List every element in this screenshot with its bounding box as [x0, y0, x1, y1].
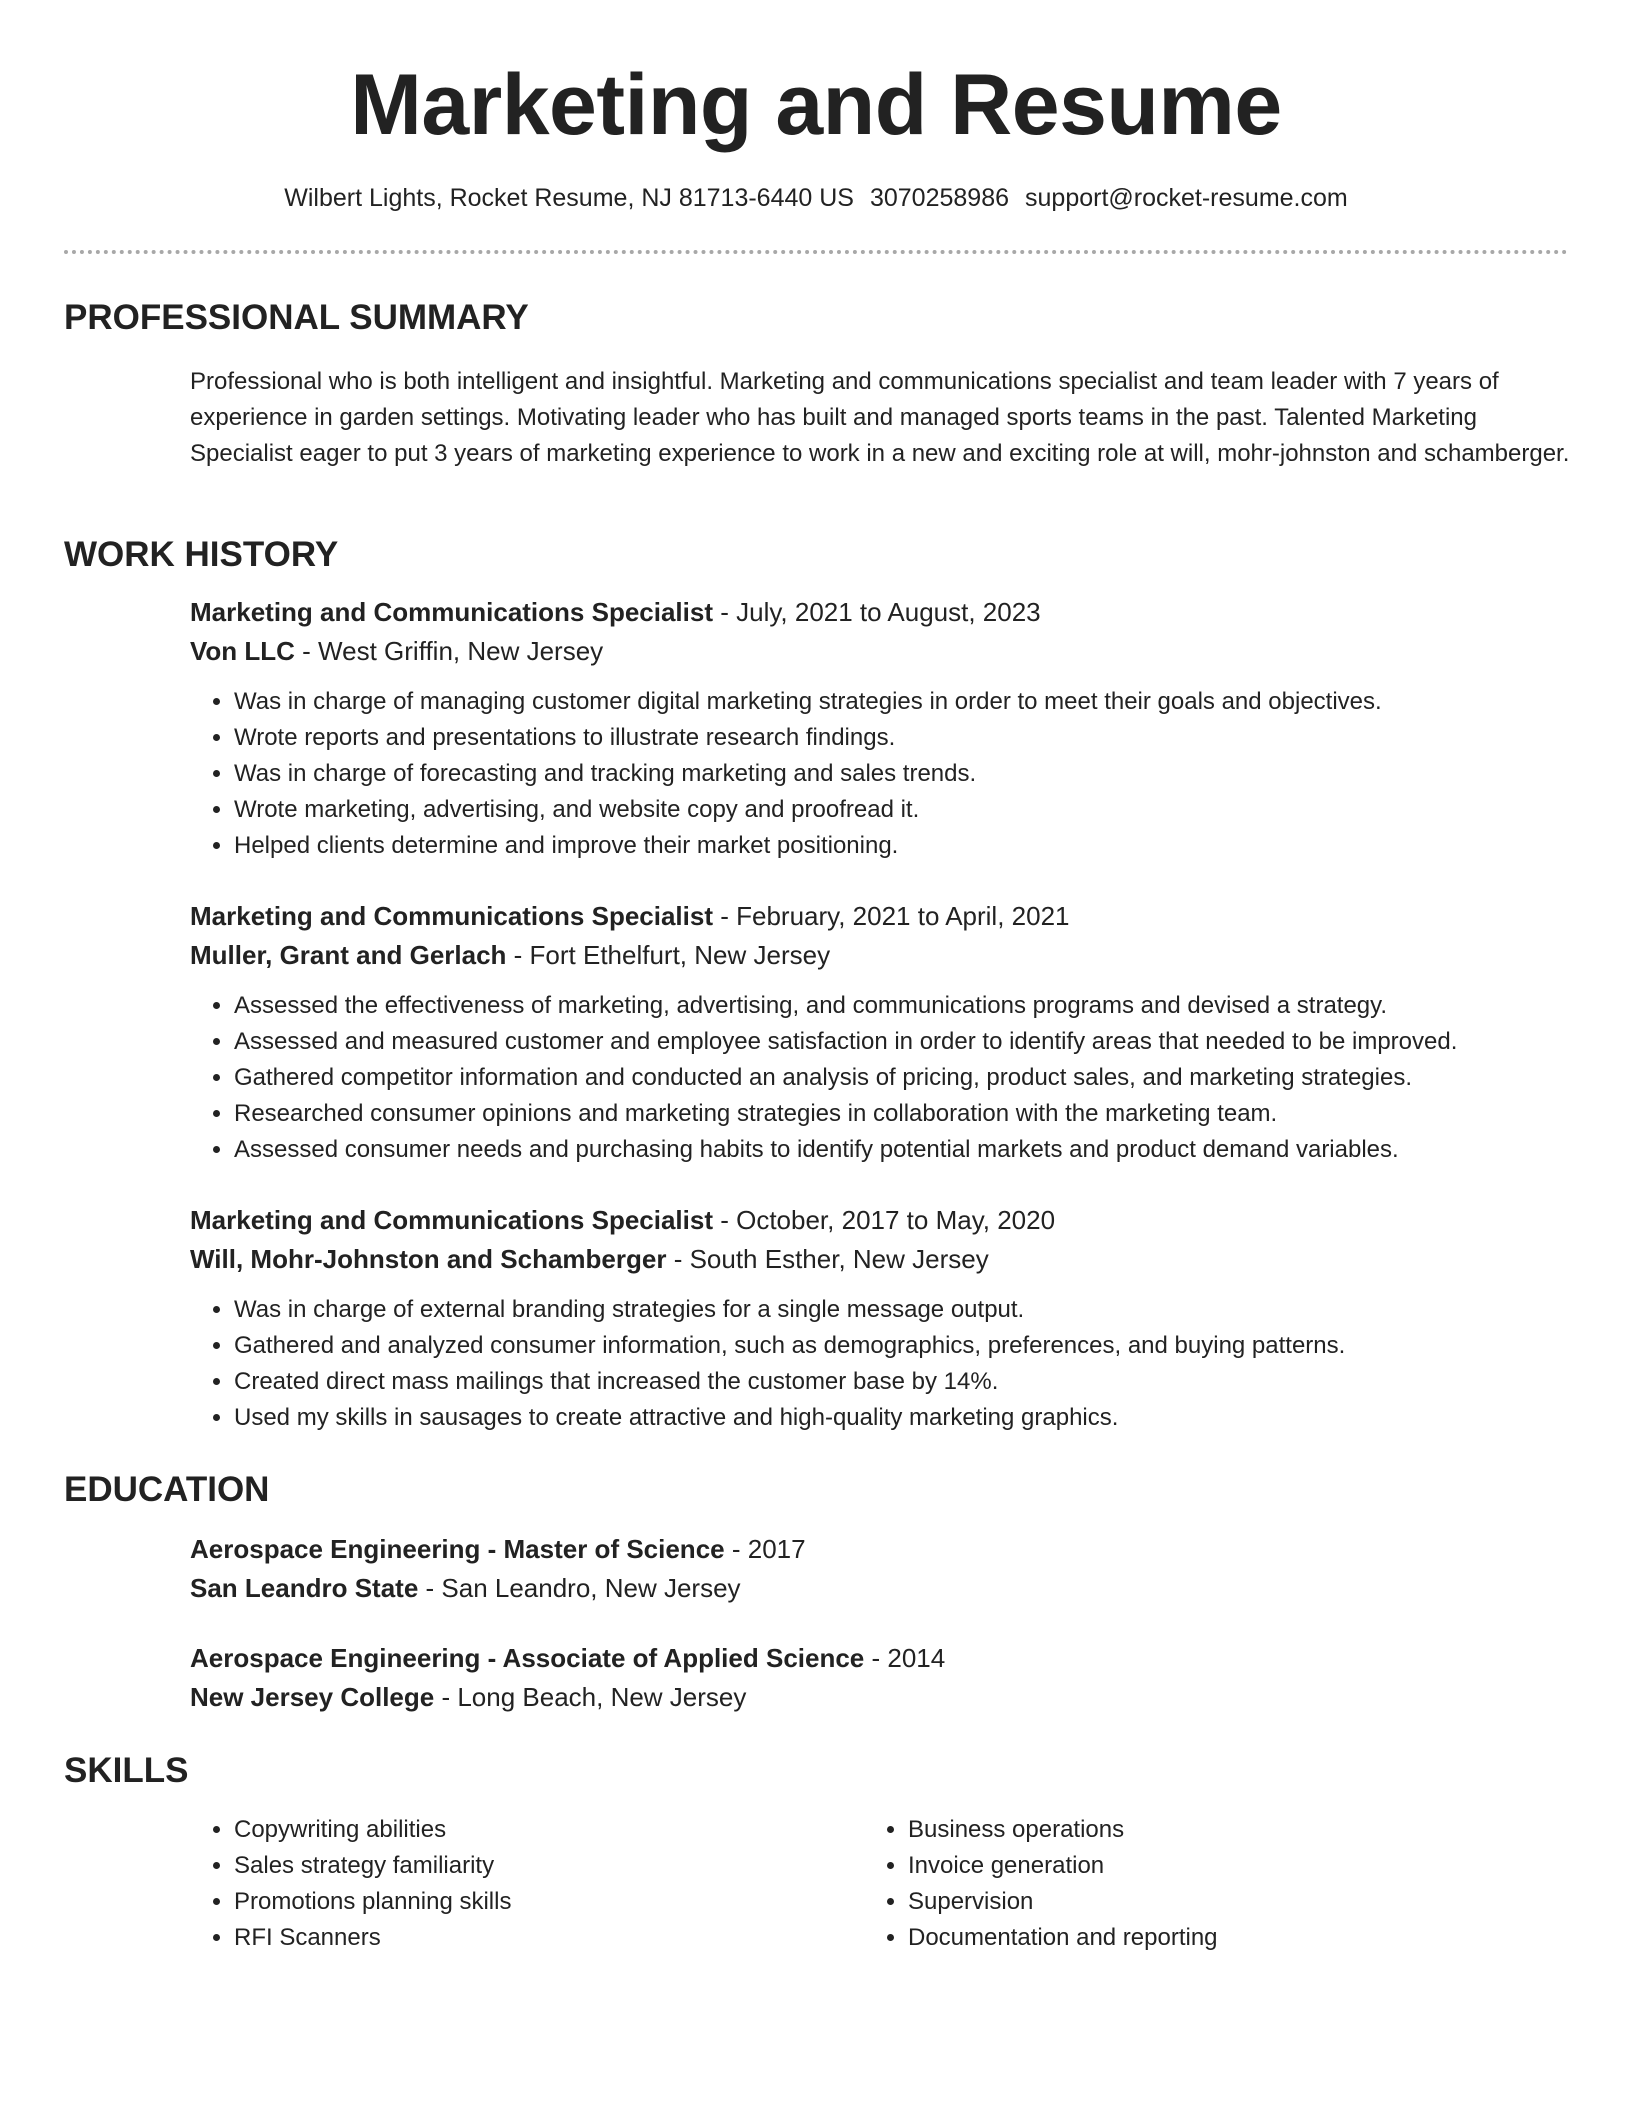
list-item: • Business operations — [908, 1812, 1504, 1848]
job-location: - Fort Ethelfurt, New Jersey — [506, 940, 831, 970]
job-dates: - February, 2021 to April, 2021 — [713, 901, 1070, 931]
contact-phone: 3070258986 — [869, 184, 1010, 212]
list-item: • Was in charge of external branding strategies for a single message output. — [234, 1292, 1580, 1328]
job-entry — [190, 897, 1580, 1168]
degree-line — [190, 1639, 1580, 1678]
job-company-line — [190, 936, 1580, 975]
work-history-heading: WORK HISTORY — [64, 535, 339, 574]
job-company: Will, Mohr-Johnston and Schamberger — [190, 1244, 667, 1274]
list-item: • Invoice generation — [908, 1848, 1504, 1884]
contact-email: support@rocket-resume.com — [1025, 184, 1348, 212]
job-title-line — [190, 897, 1580, 936]
list-item: • Promotions planning skills — [234, 1884, 830, 1920]
job-title-line — [190, 593, 1580, 632]
summary-heading: PROFESSIONAL SUMMARY — [64, 298, 529, 337]
job-bullets — [190, 988, 1580, 1168]
degree-year: - 2014 — [864, 1643, 946, 1673]
job-location: - West Griffin, New Jersey — [294, 636, 604, 666]
job-dates: - July, 2021 to August, 2023 — [713, 597, 1041, 627]
job-bullets — [190, 1292, 1580, 1436]
list-item: • Supervision — [908, 1884, 1504, 1920]
list-item: • Gathered and analyzed consumer information, such as demographics, preferences, and buying patterns. — [234, 1328, 1580, 1364]
degree-year: - 2017 — [724, 1534, 806, 1564]
job-entry — [190, 1201, 1580, 1436]
job-entry — [190, 593, 1580, 864]
job-dates: - October, 2017 to May, 2020 — [713, 1205, 1056, 1235]
list-item: • Was in charge of managing customer digital marketing strategies in order to meet their goals and objectives. — [234, 684, 1580, 720]
school-location: - San Leandro, New Jersey — [418, 1573, 741, 1603]
job-company: Muller, Grant and Gerlach — [190, 940, 507, 970]
list-item: • Used my skills in sausages to create attractive and high-quality marketing graphics. — [234, 1400, 1580, 1436]
list-item: • Was in charge of forecasting and tracking marketing and sales trends. — [234, 756, 1580, 792]
skills-list-right — [864, 1812, 1504, 1956]
job-company-line — [190, 632, 1580, 671]
list-item: • Created direct mass mailings that increased the customer base by 14%. — [234, 1364, 1580, 1400]
list-item: • Assessed the effectiveness of marketing, advertising, and communications programs and devised a strategy. — [234, 988, 1580, 1024]
list-item: • Assessed and measured customer and employee satisfaction in order to identify areas that needed to be improved. — [234, 1024, 1580, 1060]
header-divider — [64, 250, 1568, 254]
skills-list-left — [190, 1812, 830, 1956]
contact-line — [0, 180, 1632, 216]
resume-name: Marketing and Resume — [350, 57, 1282, 153]
skills-column-left — [190, 1812, 830, 1956]
job-role: Marketing and Communications Specialist — [190, 901, 713, 931]
job-company: Von LLC — [190, 636, 295, 666]
skills-column-right — [864, 1812, 1504, 1956]
list-item: • Researched consumer opinions and marketing strategies in collaboration with the marketing team. — [234, 1096, 1580, 1132]
job-role: Marketing and Communications Specialist — [190, 597, 713, 627]
list-item: • Assessed consumer needs and purchasing habits to identify potential markets and product demand variables. — [234, 1132, 1580, 1168]
school-line — [190, 1569, 1580, 1608]
degree-line — [190, 1530, 1580, 1569]
list-item: • Wrote marketing, advertising, and website copy and proofread it. — [234, 792, 1580, 828]
list-item: • Gathered competitor information and conducted an analysis of pricing, product sales, and marketing strategies. — [234, 1060, 1580, 1096]
list-item: • Documentation and reporting — [908, 1920, 1504, 1956]
school-line — [190, 1678, 1580, 1717]
job-title-line — [190, 1201, 1580, 1240]
job-role: Marketing and Communications Specialist — [190, 1205, 713, 1235]
school-location: - Long Beach, New Jersey — [434, 1682, 747, 1712]
skills-heading: SKILLS — [64, 1751, 189, 1790]
education-entry — [190, 1530, 1580, 1608]
school-name: New Jersey College — [190, 1682, 435, 1712]
list-item: • RFI Scanners — [234, 1920, 830, 1956]
list-item: • Copywriting abilities — [234, 1812, 830, 1848]
school-name: San Leandro State — [190, 1573, 419, 1603]
list-item: • Sales strategy familiarity — [234, 1848, 830, 1884]
job-bullets — [190, 684, 1580, 864]
education-entry — [190, 1639, 1580, 1717]
contact-address: Wilbert Lights, Rocket Resume, NJ 81713-6440 US — [284, 184, 854, 212]
job-location: - South Esther, New Jersey — [666, 1244, 989, 1274]
degree-name: Aerospace Engineering - Master of Science — [190, 1534, 725, 1564]
list-item: • Wrote reports and presentations to illustrate research findings. — [234, 720, 1580, 756]
summary-text: Professional who is both intelligent and insightful. Marketing and communications specialist and team leader with 7 years of experience in garden settings. Motivating leader who has built and managed sports teams in the past. Talented Marketing Specialist eager to put 3 years of marketing experience to work in a new and exciting role at will, mohr-johnston and schamberger. — [190, 368, 1570, 467]
list-item: • Helped clients determine and improve their market positioning. — [234, 828, 1580, 864]
job-company-line — [190, 1240, 1580, 1279]
education-heading: EDUCATION — [64, 1470, 270, 1509]
degree-name: Aerospace Engineering - Associate of Applied Science — [190, 1643, 865, 1673]
